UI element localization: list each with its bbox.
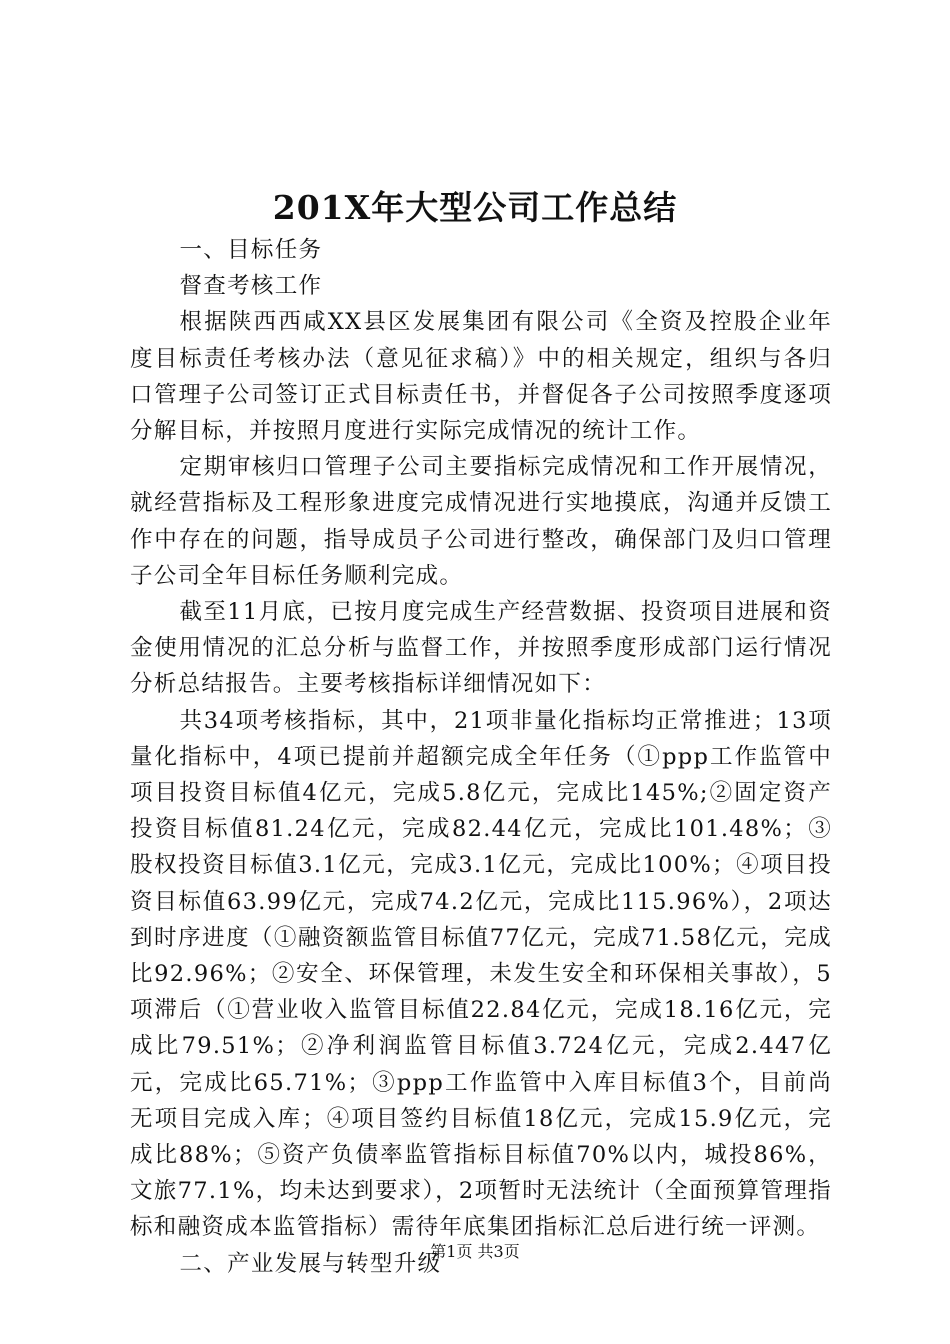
body-paragraph: 截至11月底，已按月度完成生产经营数据、投资项目进展和资金使用情况的汇总分析与监督工作，并按照季度形成部门运行情况分析总结报告。主要考核指标详细情况如下：: [130, 599, 832, 698]
body-paragraph: 定期审核归口管理子公司主要指标完成情况和工作开展情况，就经营指标及工程形象进度完成情况进行实地摸底，沟通并反馈工作中存在的问题，指导成员子公司进行整改，确保部门及归口管理子公司全年目标任务顺利完成。: [130, 454, 832, 589]
subsection-heading-inspection: 督查考核工作: [179, 273, 323, 300]
page-number-footer: 第1页 共3页: [430, 1242, 520, 1261]
body-paragraph: 共34项考核指标，其中，21项非量化指标均正常推进；13项量化指标中，4项已提前并超额完成全年任务（①ppp工作监管中项目投资目标值4亿元，完成5.8亿元，完成比145%;②固定资产投资目标值81.24亿元，完成82.44亿元，完成比101.48%；③股权投资目标值3.1亿元，完成3.1亿元，完成比100%；④项目投资目标值63.99亿元，完成74.2亿元，完成比115.96%），2项达到时序进度（①融资额监管目标值77亿元，完成71.58亿元，完成比92.96%；②安全、环保管理，未发生安全和环保相关事故），5项滞后（①营业收入监管目标值22.84亿元，完成18.16亿元，完成比79.51%；②净利润监管目标值3.724亿元，完成2.447亿元，完成比65.71%；③ppp工作监管中入库目标值3个，目前尚无项目完成入库；④项目签约目标值18亿元，完成15.9亿元，完成比88%；⑤资产负债率监管指标目标值70%以内，城投86%，文旅77.1%，均未达到要求），2项暂时无法统计（全面预算管理指标和融资成本监管指标）需待年底集团指标汇总后进行统一评测。: [130, 707, 832, 1241]
body-paragraph: 根据陕西西咸XX县区发展集团有限公司《全资及控股企业年度目标责任考核办法（意见征求稿）》中的相关规定，组织与各归口管理子公司签订正式目标责任书，并督促各子公司按照季度逐项分解目标，并按照月度进行实际完成情况的统计工作。: [130, 309, 832, 445]
section-heading-goals: 一、目标任务: [179, 237, 323, 263]
document-body: [130, 232, 832, 1282]
section-heading-industry: 二、产业发展与转型升级: [179, 1250, 442, 1277]
document-title: 201X年大型公司工作总结: [272, 188, 678, 227]
